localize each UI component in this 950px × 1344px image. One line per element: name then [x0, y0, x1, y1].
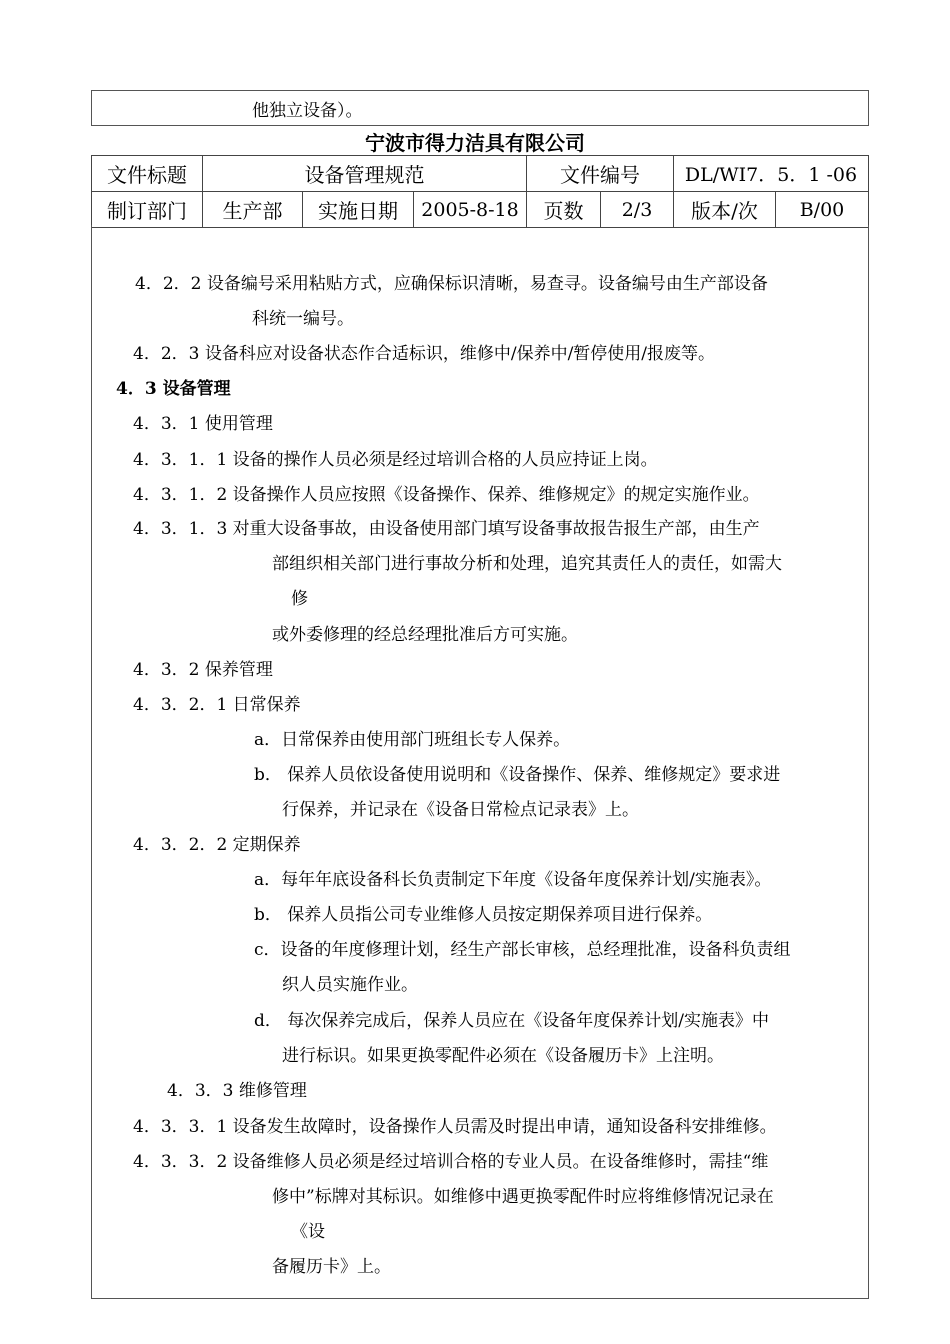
date-value: 2005-8-18 — [414, 192, 527, 228]
clause-4-3-3-2: 4．3．3．2 设备维修人员必须是经过培训合格的专业人员。在设备维修时，需挂“维 — [133, 1152, 769, 1172]
clause-4-3-1-1: 4．3．1．1 设备的操作人员必须是经过培训合格的人员应持证上岗。 — [133, 450, 658, 470]
previous-page-box — [91, 90, 869, 126]
clause-4-2-2-cont: 科统一编号。 — [252, 309, 354, 329]
clause-4-3-1-3-cont-2: 修 — [291, 589, 308, 609]
clause-4-3-1-2: 4．3．1．2 设备操作人员应按照《设备操作、保养、维修规定》的规定实施作业。 — [133, 485, 760, 505]
clause-4-3-3-2-cont-2: 《设 — [291, 1222, 325, 1242]
file-title-value: 设备管理规范 — [203, 156, 527, 192]
item-b-daily-cont: 行保养，并记录在《设备日常检点记录表》上。 — [282, 800, 639, 820]
item-d-periodic-cont: 进行标识。如果更换零配件必须在《设备履历卡》上注明。 — [282, 1046, 724, 1066]
clause-4-3-3-2-cont-1: 修中”标牌对其标识。如维修中遇更换零配件时应将维修情况记录在 — [272, 1187, 774, 1207]
item-b-periodic: b． 保养人员指公司专业维修人员按定期保养项目进行保养。 — [254, 905, 713, 925]
pages-value: 2/3 — [601, 192, 674, 228]
item-d-periodic: d． 每次保养完成后，保养人员应在《设备年度保养计划/实施表》中 — [254, 1011, 770, 1031]
clause-4-3-1: 4．3．1 使用管理 — [133, 414, 273, 434]
file-title-label: 文件标题 — [92, 156, 203, 192]
version-value: B/00 — [776, 192, 869, 228]
item-b-daily: b． 保养人员依设备使用说明和《设备操作、保养、维修规定》要求进 — [254, 765, 781, 785]
previous-page-tail-text: 他独立设备）。 — [252, 101, 363, 121]
section-4-3-heading: 4．3 设备管理 — [116, 379, 231, 399]
clause-4-3-3-1: 4．3．3．1 设备发生故障时，设备操作人员需及时提出申请，通知设备科安排维修。 — [133, 1117, 777, 1137]
clause-4-3-2-2: 4．3．2．2 定期保养 — [133, 835, 301, 855]
item-a-periodic: a．每年年底设备科长负责制定下年度《设备年度保养计划/实施表》。 — [254, 870, 772, 890]
clause-4-3-2-1: 4．3．2．1 日常保养 — [133, 695, 301, 715]
clause-4-3-1-3-cont-1: 部组织相关部门进行事故分析和处理，追究其责任人的责任，如需大 — [272, 554, 782, 574]
dept-value: 生产部 — [203, 192, 303, 228]
clause-4-3-3: 4．3．3 维修管理 — [167, 1081, 307, 1101]
clause-4-3-1-3-cont-3: 或外委修理的经总经理批准后方可实施。 — [272, 625, 578, 645]
clause-4-3-1-3: 4．3．1．3 对重大设备事故，由设备使用部门填写设备事故报告报生产部，由生产 — [133, 519, 760, 539]
file-no-value: DL/WI7．5．1 -06 — [674, 156, 869, 192]
dept-label: 制订部门 — [92, 192, 203, 228]
item-c-periodic: c．设备的年度修理计划，经生产部长审核，总经理批准，设备科负责组 — [254, 940, 791, 960]
clause-4-3-3-2-cont-3: 备履历卡》上。 — [272, 1257, 391, 1277]
clause-4-2-3: 4．2．3 设备科应对设备状态作合适标识，维修中/保养中/暂停使用/报废等。 — [133, 344, 716, 364]
document-header-table — [91, 155, 869, 228]
item-c-periodic-cont: 织人员实施作业。 — [282, 975, 418, 995]
item-a-daily: a．日常保养由使用部门班组长专人保养。 — [254, 730, 571, 750]
company-title: 宁波市得力洁具有限公司 — [365, 131, 585, 155]
date-label: 实施日期 — [303, 192, 414, 228]
file-no-label: 文件编号 — [527, 156, 674, 192]
clause-4-3-2: 4．3．2 保养管理 — [133, 660, 273, 680]
clause-4-2-2: 4．2．2 设备编号采用粘贴方式，应确保标识清晰，易查寻。设备编号由生产部设备 — [135, 274, 768, 294]
version-label: 版本/次 — [674, 192, 776, 228]
pages-label: 页数 — [527, 192, 601, 228]
